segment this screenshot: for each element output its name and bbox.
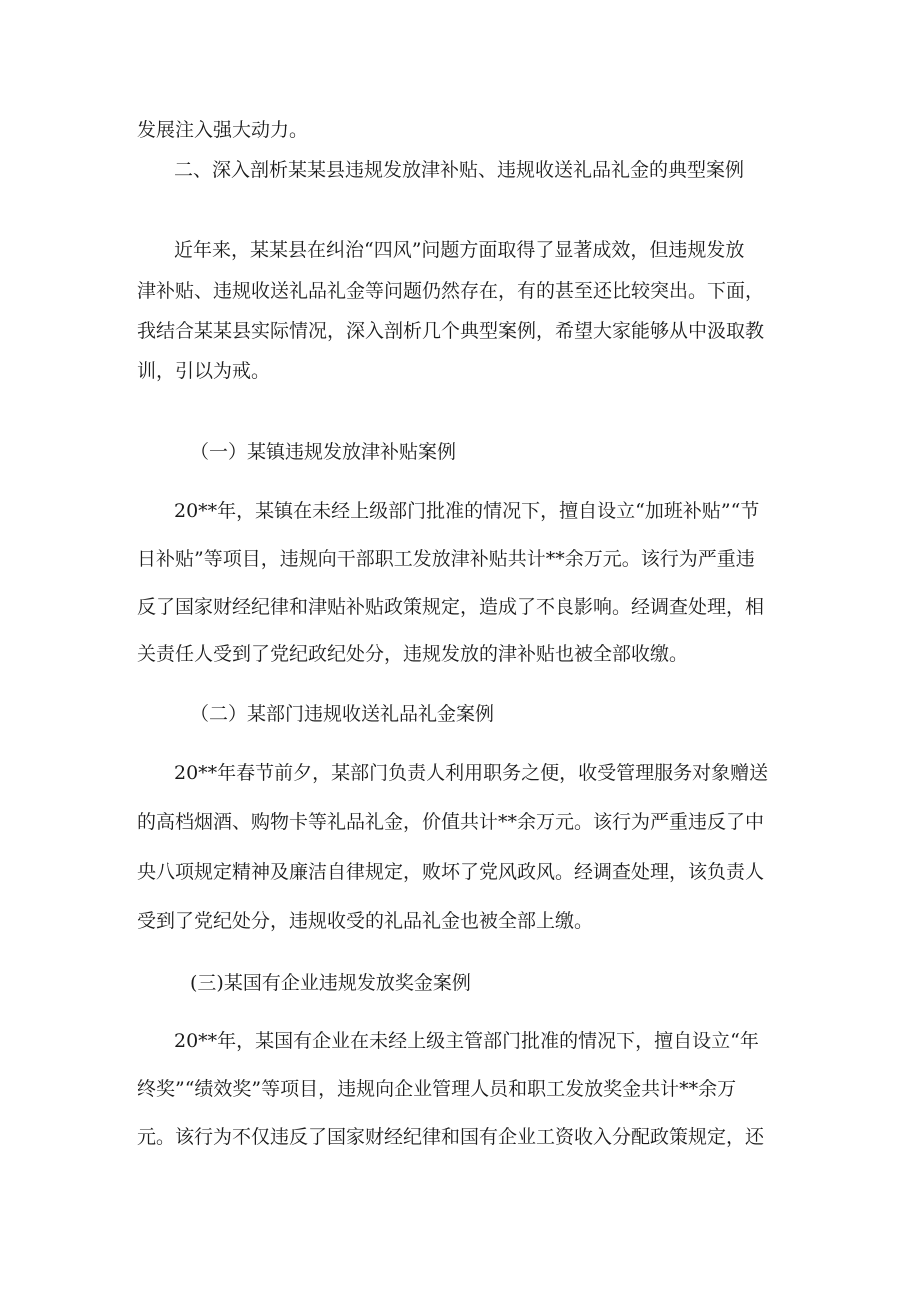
paragraph-line-6: 训，引以为戒。	[137, 360, 271, 382]
paragraph-line-15: 央八项规定精神及廉洁自律规定，败坏了党风政风。经调查处理，该负责人	[137, 861, 765, 883]
paragraph-line-13: 20**年春节前夕，某部门负责人利用职务之便，收受管理服务对象赠送	[174, 762, 769, 784]
subsection-heading-3: (三)某国有企业违规发放奖金案例	[190, 972, 471, 994]
paragraph-line-11: 关责任人受到了党纪政纪处分，违规发放的津补贴也被全部收缴。	[137, 643, 689, 665]
paragraph-line-19: 终奖”“绩效奖”等项目，违规向企业管理人员和职工发放奖金共计**余万	[137, 1078, 737, 1100]
paragraph-line-3: 近年来，某某县在纠治“四风”问题方面取得了显著成效，但违规发放	[174, 239, 745, 261]
paragraph-line-9: 日补贴”等项目，违规向干部职工发放津补贴共计**余万元。该行为严重违	[137, 548, 755, 570]
paragraph-line-16: 受到了党纪处分，违规收受的礼品礼金也被全部上缴。	[137, 910, 594, 932]
paragraph-line-14: 的高档烟酒、购物卡等礼品礼金，价值共计**余万元。该行为严重违反了中	[137, 811, 765, 833]
paragraph-line-1: 发展注入强大动力。	[137, 119, 309, 141]
paragraph-line-4: 津补贴、违规收送礼品礼金等问题仍然存在，有的甚至还比较突出。下面，	[137, 280, 765, 302]
paragraph-line-18: 20**年，某国有企业在未经上级主管部门批准的情况下，擅自设立“年	[174, 1030, 759, 1052]
paragraph-line-10: 反了国家财经纪律和津贴补贴政策规定，造成了不良影响。经调查处理，相	[137, 596, 765, 618]
subsection-heading-1: （一）某镇违规发放津补贴案例	[190, 441, 457, 463]
paragraph-line-8: 20**年，某镇在未经上级部门批准的情况下，擅自设立“加班补贴”“节	[174, 500, 760, 522]
paragraph-line-20: 元。该行为不仅违反了国家财经纪律和国有企业工资收入分配政策规定，还	[137, 1126, 765, 1148]
paragraph-line-5: 我结合某某县实际情况，深入剖析几个典型案例，希望大家能够从中汲取教	[137, 320, 765, 342]
section-heading-2: 二、深入剖析某某县违规发放津补贴、违规收送礼品礼金的典型案例	[174, 159, 745, 181]
subsection-heading-2: （二）某部门违规收送礼品礼金案例	[190, 703, 495, 725]
